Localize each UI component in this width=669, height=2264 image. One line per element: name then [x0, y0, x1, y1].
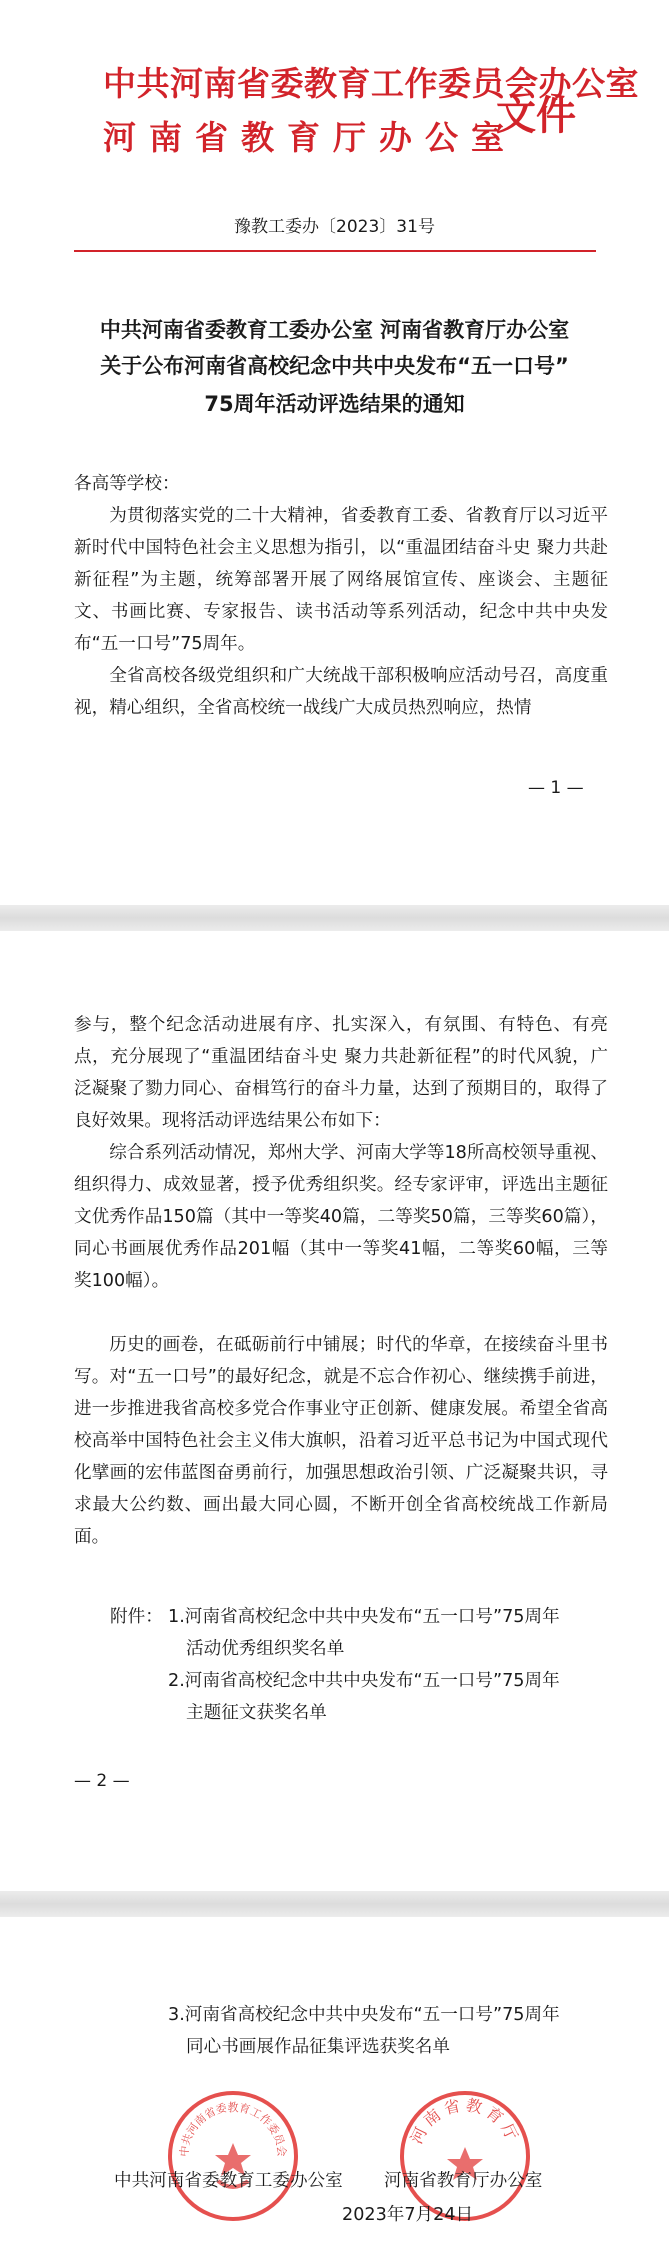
issuer-org-2: 河南省教育厅办公室: [103, 118, 517, 157]
page-number-2: — 2 —: [74, 1771, 130, 1791]
svg-text:中共河南省委教育工作委员会: 中共河南省委教育工作委员会: [177, 2101, 289, 2158]
doc-number: 豫教工委办〔2023〕31号: [234, 217, 435, 237]
page-gap-1: [0, 905, 669, 931]
page-number-1: — 1 —: [528, 778, 584, 798]
page2-paragraph-3: 历史的画卷，在砥砺前行中铺展；时代的华章，在接续奋斗里书写。对“五一口号”的最好纪念，就是不忘合作初心、继续携手前进，进一步推进我省高校多党合作事业守正创新、健康发展。希望全省高校高举中国特色社会主义伟大旗帜，沿着习近平总书记为中国式现代化擘画的宏伟蓝图奋勇前行，加强思想政治引领、广泛凝聚共识，寻求最大公约数、画出最大同心圆，不断开创全省高校统战工作新局面。: [74, 1335, 608, 1547]
salutation: 各高等学校：: [74, 474, 180, 494]
official-seal-1: [166, 2089, 300, 2223]
page1-paragraph-2: 全省高校各级党组织和广大统战干部积极响应活动号召，高度重视，精心组织，全省高校统一战线广大成员热烈响应，热情: [74, 666, 608, 718]
attachment-2-line-2: 主题征文获奖名单: [186, 1703, 327, 1723]
signatory-1: 中共河南省委教育工委办公室: [114, 2171, 343, 2191]
document-page-1: [0, 0, 669, 905]
wenjian-label: 文件: [496, 93, 576, 139]
attachments-label: 附件：: [110, 1607, 163, 1627]
notice-title-line-3: 75周年活动评选结果的通知: [204, 392, 465, 416]
document-page-3: [0, 1917, 669, 2264]
red-divider: [74, 250, 596, 252]
attachment-2-line-1: 2.河南省高校纪念中共中央发布“五一口号”75周年: [168, 1671, 560, 1691]
issue-date: 2023年7月24日: [342, 2205, 474, 2225]
signatory-2: 河南省教育厅办公室: [384, 2171, 543, 2191]
issuer-org-1: 中共河南省委教育工作委员会办公室: [103, 64, 639, 103]
svg-text:河南省教育厅: 河南省教育厅: [406, 2095, 524, 2147]
page1-paragraph-1: 为贯彻落实党的二十大精神，省委教育工委、省教育厅以习近平新时代中国特色社会主义思想为指引，以“重温团结奋斗史 聚力共赴新征程”为主题，统筹部署开展了网络展馆宣传、座谈会、主题征文、书画比赛、专家报告、读书活动等系列活动，纪念中共中央发布“五一口号”75周年。: [74, 506, 608, 654]
page-gap-2: [0, 1891, 669, 1917]
page2-paragraph-1: 参与，整个纪念活动进展有序、扎实深入，有氛围、有特色、有亮点，充分展现了“重温团结奋斗史 聚力共赴新征程”的时代风貌，广泛凝聚了勠力同心、奋楫笃行的奋斗力量，达到了预期目的，取得了良好效果。现将活动评选结果公布如下：: [74, 1015, 608, 1131]
attachment-3-line-2: 同心书画展作品征集评选获奖名单: [186, 2037, 450, 2057]
page2-paragraph-2: 综合系列活动情况，郑州大学、河南大学等18所高校领导重视、组织得力、成效显著，授予优秀组织奖。经专家评审，评选出主题征文优秀作品150篇（其中一等奖40篇，二等奖50篇，三等奖60篇），同心书画展优秀作品201幅（其中一等奖41幅，二等奖60幅，三等奖100幅）。: [74, 1143, 608, 1291]
notice-title-line-1: 中共河南省委教育工委办公室 河南省教育厅办公室: [99, 318, 570, 342]
attachment-1-line-1: 1.河南省高校纪念中共中央发布“五一口号”75周年: [168, 1607, 560, 1627]
attachment-1-line-2: 活动优秀组织奖名单: [186, 1639, 345, 1659]
attachment-3-line-1: 3.河南省高校纪念中共中央发布“五一口号”75周年: [168, 2005, 560, 2025]
document-page-2: [0, 931, 669, 1891]
notice-title-line-2: 关于公布河南省高校纪念中共中央发布“五一口号”: [100, 354, 569, 378]
